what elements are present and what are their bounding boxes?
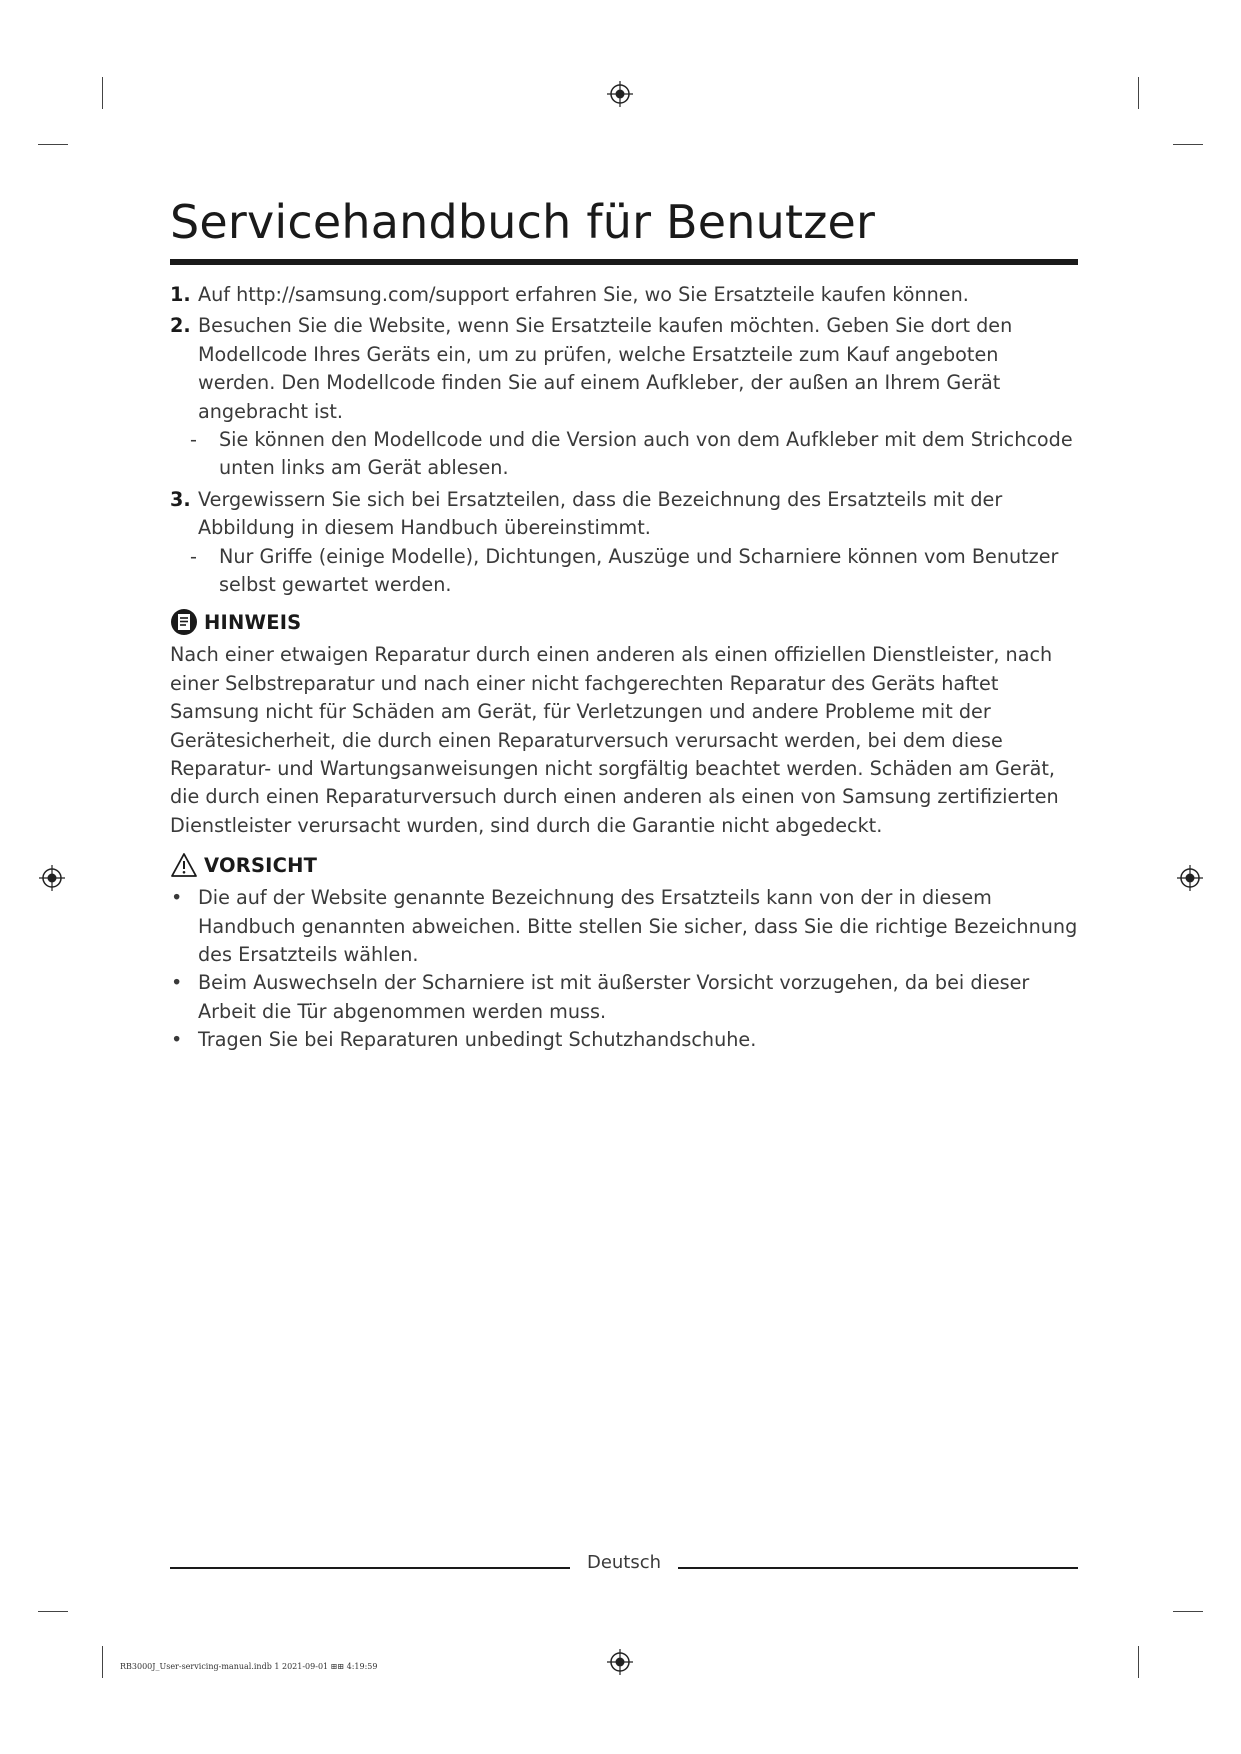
list-item: [170, 969, 1078, 1026]
bullet-marker: •: [171, 886, 183, 910]
hinweis-heading: [170, 607, 1078, 637]
crop-mark: [102, 77, 103, 109]
vorsicht-list: [170, 884, 1078, 1054]
crop-mark: [38, 144, 68, 145]
hinweis-text: Nach einer etwaigen Reparatur durch einen anderen als einen offiziellen Dienstleister, nach einer Selbstreparatur und nach einer nicht fachgerechten Reparatur des Geräts haftet Samsung nicht für Schäden am Gerät, für Verletzungen und andere Probleme mit der Gerätesicherheit, die durch einen Reparaturversuch verursacht werden, bei dem diese Reparatur- und Wartungsanweisungen nicht sorgfältig beachtet werden. Schäden am Gerät, die durch einen Reparaturversuch durch einen anderen als einen von Samsung zertifizierten Dienstleister verursacht wurden, sind durch die Garantie nicht abgedeckt.: [170, 643, 1059, 837]
dash-marker: -: [190, 544, 197, 568]
dash-marker: -: [190, 427, 197, 451]
registration-mark-icon: [607, 81, 633, 107]
step-text: Besuchen Sie die Website, wenn Sie Ersatzteile kaufen möchten. Geben Sie dort den Modellcode Ihres Geräts ein, um zu prüfen, welche Ersatzteile zum Kauf angeboten werden. Den Modellcode finden Sie auf einem Aufkleber, der außen an Ihrem Gerät angebracht ist.: [198, 314, 1013, 423]
step-number: 3.: [170, 487, 191, 511]
list-item: [170, 281, 1078, 309]
bullet-text: Die auf der Website genannte Bezeichnung des Ersatzteils kann von der in diesem Handbuch genannten abweichen. Bitte stellen Sie sicher, dass Sie die richtige Bezeichnung des Ersatzteils wählen.: [198, 886, 1078, 967]
sub-item-text: Nur Griffe (einige Modelle), Dichtungen, Auszüge und Scharniere können vom Benutzer selbst gewartet werden.: [219, 544, 1059, 596]
print-slug: RB3000J_User-servicing-manual.indb 1 2021-09-01 ⊞⊞ 4:19:59: [120, 1662, 378, 1671]
crop-mark: [1173, 1611, 1203, 1612]
crop-mark: [102, 1646, 103, 1678]
registration-mark-icon: [607, 1649, 633, 1675]
steps-list: [170, 281, 1078, 599]
registration-mark-icon: [1177, 865, 1203, 891]
vorsicht-label: VORSICHT: [204, 853, 318, 877]
list-item: [170, 884, 1078, 969]
bullet-text: Beim Auswechseln der Scharniere ist mit äußerster Vorsicht vorzugehen, da bei dieser Arbeit die Tür abgenommen werden muss.: [198, 971, 1030, 1023]
footer-language: Deutsch: [586, 1552, 662, 1573]
vorsicht-heading: [170, 850, 1078, 880]
warning-triangle-icon: [170, 851, 198, 879]
crop-mark: [1173, 144, 1203, 145]
page-content: [170, 196, 1078, 1055]
list-item: [170, 486, 1078, 600]
bullet-marker: •: [171, 1028, 183, 1052]
step-text: Auf http://samsung.com/support erfahren Sie, wo Sie Ersatzteile kaufen können.: [198, 282, 969, 306]
note-icon: [170, 608, 198, 636]
hinweis-label: HINWEIS: [204, 610, 302, 634]
step-number: 1.: [170, 282, 191, 306]
bullet-marker: •: [171, 971, 183, 995]
crop-mark: [1138, 77, 1139, 109]
registration-mark-icon: [39, 865, 65, 891]
list-item: [170, 1026, 1078, 1054]
bullet-text: Tragen Sie bei Reparaturen unbedingt Schutzhandschuhe.: [198, 1028, 757, 1052]
step-text: Vergewissern Sie sich bei Ersatzteilen, dass die Bezeichnung des Ersatzteils mit der Abbildung in diesem Handbuch übereinstimmt.: [198, 487, 1003, 540]
sub-item-text: Sie können den Modellcode und die Version auch von dem Aufkleber mit dem Strichcode unten links am Gerät ablesen.: [219, 427, 1073, 480]
step-number: 2.: [170, 314, 191, 338]
sub-item: [190, 543, 1078, 600]
sub-item: [190, 426, 1078, 483]
crop-mark: [38, 1611, 68, 1612]
page-title: Servicehandbuch für Benutzer: [170, 196, 1078, 265]
list-item: [170, 312, 1078, 482]
crop-mark: [1138, 1646, 1139, 1678]
footer-rule: [678, 1567, 1078, 1569]
page-footer: [170, 1548, 1078, 1578]
